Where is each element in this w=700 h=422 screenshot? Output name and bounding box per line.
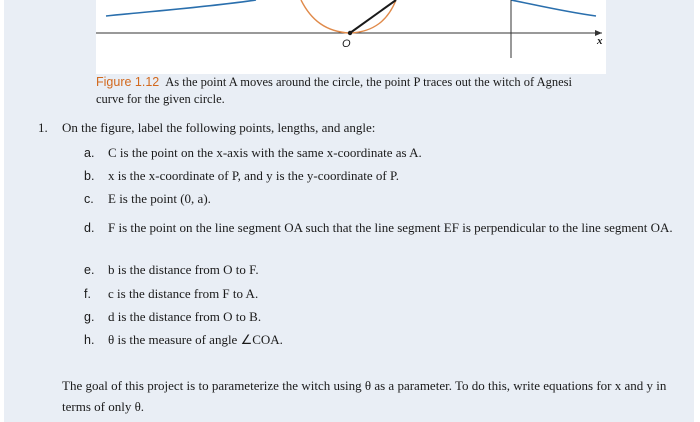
- segment-oa: [350, 0, 396, 33]
- origin-label: O: [342, 38, 351, 50]
- item-text: d is the distance from O to B.: [108, 309, 262, 324]
- item-text: C is the point on the x-axis with the same x-coordinate as A.: [108, 145, 422, 160]
- witch-of-agnesi-figure: [96, 0, 606, 74]
- item-text: c is the distance from F to A.: [108, 286, 259, 301]
- item-letter: d.: [84, 221, 95, 235]
- question-1: [38, 119, 678, 137]
- item-text: θ is the measure of angle ∠COA.: [108, 332, 283, 347]
- item-text: x is the x-coordinate of P, and y is the y-coordinate of P.: [108, 168, 399, 183]
- item-letter: g.: [84, 310, 95, 324]
- item-letter: b.: [84, 169, 95, 183]
- item-letter: h.: [84, 333, 95, 347]
- circle-arc: [301, 0, 396, 33]
- figure-graphic: [96, 0, 606, 74]
- goal-paragraph: The goal of this project is to parameterize the witch using θ as a parameter. To do this, write equations for x and y in terms of only θ.: [62, 378, 667, 414]
- caption-text: As the point A moves around the circle, the point P traces out the witch of Agnesi curve for the given circle.: [96, 75, 572, 106]
- item-letter: e.: [84, 263, 95, 277]
- question-number: 1.: [38, 120, 48, 135]
- witch-curve-left: [106, 0, 256, 16]
- item-text: F is the point on the line segment OA such that the line segment EF is perpendicular to the line segment OA.: [108, 220, 673, 235]
- origin-point: [348, 31, 352, 35]
- question-prompt: On the figure, label the following points, lengths, and angle:: [62, 120, 376, 135]
- figure-caption: [96, 74, 596, 108]
- item-letter: f.: [84, 287, 91, 301]
- x-axis-label: x: [597, 35, 603, 47]
- item-text: E is the point (0, a).: [108, 191, 211, 206]
- item-letter: c.: [84, 192, 94, 206]
- item-text: b is the distance from O to F.: [108, 262, 259, 277]
- figure-number: Figure 1.12: [96, 75, 160, 89]
- item-letter: a.: [84, 146, 95, 160]
- witch-curve-right: [511, 0, 596, 16]
